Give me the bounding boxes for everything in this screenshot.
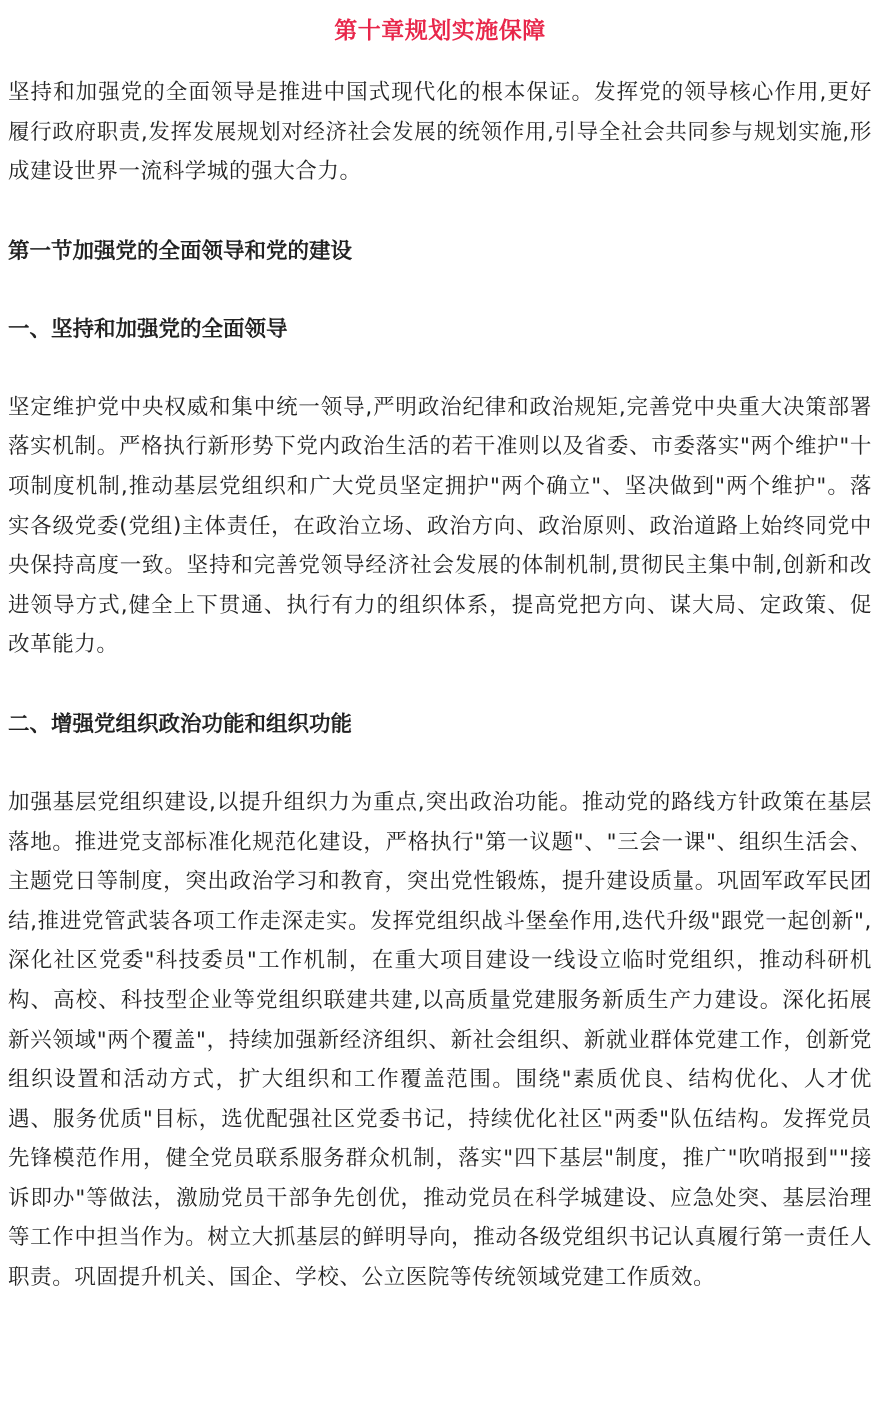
subsection-body-2: 加强基层党组织建设,以提升组织力为重点,突出政治功能。推动党的路线方针政策在基层落地。推进党支部标准化规范化建设，严格执行"第一议题"、"三会一课"、组织生活会、主题党日等制度，突出政治学习和教育，突出党性锻炼，提升建设质量。巩固军政军民团结,推进党管武装各项工作走深走实。发挥党组织战斗堡垒作用,迭代升级"跟党一起创新",深化社区党委"科技委员"工作机制，在重大项目建设一线设立临时党组织，推动科研机构、高校、科技型企业等党组织联建共建,以高质量党建服务新质生产力建设。深化拓展新兴领域"两个覆盖"，持续加强新经济组织、新社会组织、新就业群体党建工作，创新党组织设置和活动方式，扩大组织和工作覆盖范围。围绕"素质优良、结构优化、人才优遇、服务优质"目标，选优配强社区党委书记，持续优化社区"两委"队伍结构。发挥党员先锋模范作用，健全党员联系服务群众机制，落实"四下基层"制度，推广"吹哨报到""接诉即办"等做法，激励党员干部争先创优，推动党员在科学城建设、应急处突、基层治理等工作中担当作为。树立大抓基层的鲜明导向，推动各级党组织书记认真履行第一责任人职责。巩固提升机关、国企、学校、公立医院等传统领域党建工作质效。 xyxy=(8,789,872,1291)
intro-paragraph: 坚持和加强党的全面领导是推进中国式现代化的根本保证。发挥党的领导核心作用,更好履行政府职责,发挥发展规划对经济社会发展的统领作用,引导全社会共同参与规划实施,形成建设世界一流科学城的强大合力。 xyxy=(8,80,872,185)
subsection-body-1: 坚定维护党中央权威和集中统一领导,严明政治纪律和政治规矩,完善党中央重大决策部署落实机制。严格执行新形势下党内政治生活的若干准则以及省委、市委落实"两个维护"十项制度机制,推动基层党组织和广大党员坚定拥护"两个确立"、坚决做到"两个维护"。落实各级党委(党组)主体责任，在政治立场、政治方向、政治原则、政治道路上始终同党中央保持高度一致。坚持和完善党领导经济社会发展的体制机制,贯彻民主集中制,创新和改进领导方式,健全上下贯通、执行有力的组织体系，提高党把方向、谋大局、定政策、促改革能力。 xyxy=(8,394,872,658)
chapter-title: 第十章规划实施保障 xyxy=(334,18,546,44)
subsection-title-1: 一、坚持和加强党的全面领导 xyxy=(8,316,288,342)
section-title: 第一节加强党的全面领导和党的建设 xyxy=(8,238,353,264)
subsection-title-2: 二、增强党组织政治功能和组织功能 xyxy=(8,711,353,737)
